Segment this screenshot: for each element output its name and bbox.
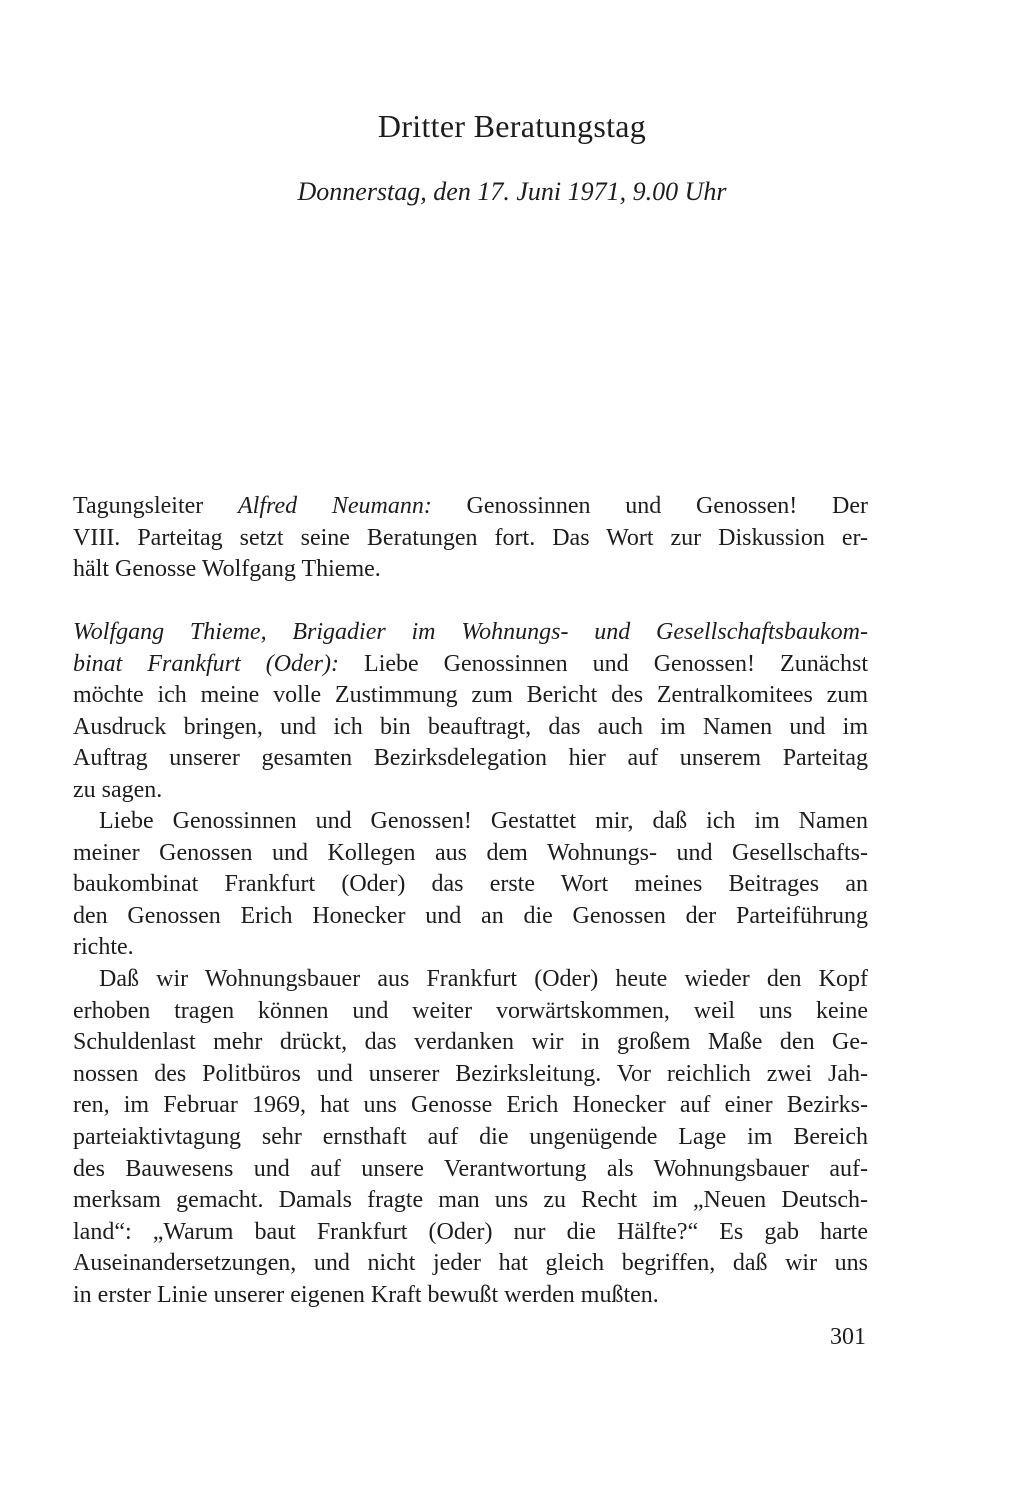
session-dateline: Donnerstag, den 17. Juni 1971, 9.00 Uhr (297, 177, 727, 206)
paragraph-greeting (73, 806, 868, 964)
text-line: Auftrag unserer gesamten Bezirksdelegation hier auf unserem Parteitag (73, 745, 868, 772)
paragraph-main (73, 964, 868, 1312)
text-line (73, 617, 868, 649)
text-line: erhoben tragen können und weiter vorwärtskommen, weil uns keine (73, 997, 868, 1024)
speaker-name: binat Frankfurt (Oder): (73, 650, 340, 677)
text-line: den Genossen Erich Honecker und an die Genossen der Parteiführung (73, 902, 868, 929)
text-line: Ausdruck bringen, und ich bin beauftragt, das auch im Namen und im (73, 713, 868, 740)
text-line: VIII. Parteitag setzt seine Beratungen fort. Das Wort zur Diskussion er- (73, 524, 868, 551)
text-line: des Bauwesens und auf unsere Verantwortung als Wohnungsbauer auf- (73, 1155, 868, 1182)
text-line: land“: „Warum baut Frankfurt (Oder) nur die Hälfte?“ Es gab harte (73, 1218, 868, 1245)
text-line: binat Frankfurt (Oder): Liebe Genossinnen und Genossen! Zunächst (73, 650, 869, 677)
speaker-name: Alfred Neumann: (238, 493, 432, 519)
text-line: Daß wir Wohnungsbauer aus Frankfurt (Oder) heute wieder den Kopf (99, 966, 868, 992)
text-line: Liebe Genossinnen und Genossen! Gestattet mir, daß ich im Namen (99, 808, 868, 834)
text-line: richte. (73, 934, 134, 961)
text-line: hält Genosse Wolfgang Thieme. (73, 556, 381, 583)
text-line: meiner Genossen und Kollegen aus dem Wohnungs- und Gesellschafts- (73, 839, 868, 866)
text-line: möchte ich meine volle Zustimmung zum Bericht des Zentralkomitees zum (73, 682, 868, 709)
page-number: 301 (830, 1324, 866, 1350)
paragraph-opening (73, 491, 868, 586)
text-line: merksam gemacht. Damals fragte man uns zu Recht im „Neuen Deutsch- (73, 1187, 868, 1214)
text-line: baukombinat Frankfurt (Oder) das erste Wort meines Beitrages an (73, 871, 868, 898)
text-line: zu sagen. (73, 776, 163, 803)
text-line: ren, im Februar 1969, hat uns Genosse Erich Honecker auf einer Bezirks- (73, 1092, 868, 1119)
text-line: in erster Linie unserer eigenen Kraft bewußt werden mußten. (73, 1281, 659, 1308)
paragraph-speech-intro (73, 617, 868, 807)
text-line: parteiaktivtagung sehr ernsthaft auf die ungenügende Lage im Bereich (73, 1123, 868, 1150)
speaker-name: Wolfgang Thieme, Brigadier im Wohnungs- und Gesellschaftsbaukom- (73, 619, 868, 645)
text-line: Schuldenlast mehr drückt, das verdanken wir in großem Maße den Ge- (73, 1029, 868, 1056)
text-line: nossen des Politbüros und unserer Bezirksleitung. Vor reichlich zwei Jah- (73, 1060, 868, 1087)
section-heading: Dritter Beratungstag (377, 108, 647, 144)
text-line: Tagungsleiter Alfred Neumann: Genossinnen und Genossen! Der (73, 493, 868, 519)
text-line: Auseinandersetzungen, und nicht jeder hat gleich begriffen, daß wir uns (73, 1250, 868, 1277)
